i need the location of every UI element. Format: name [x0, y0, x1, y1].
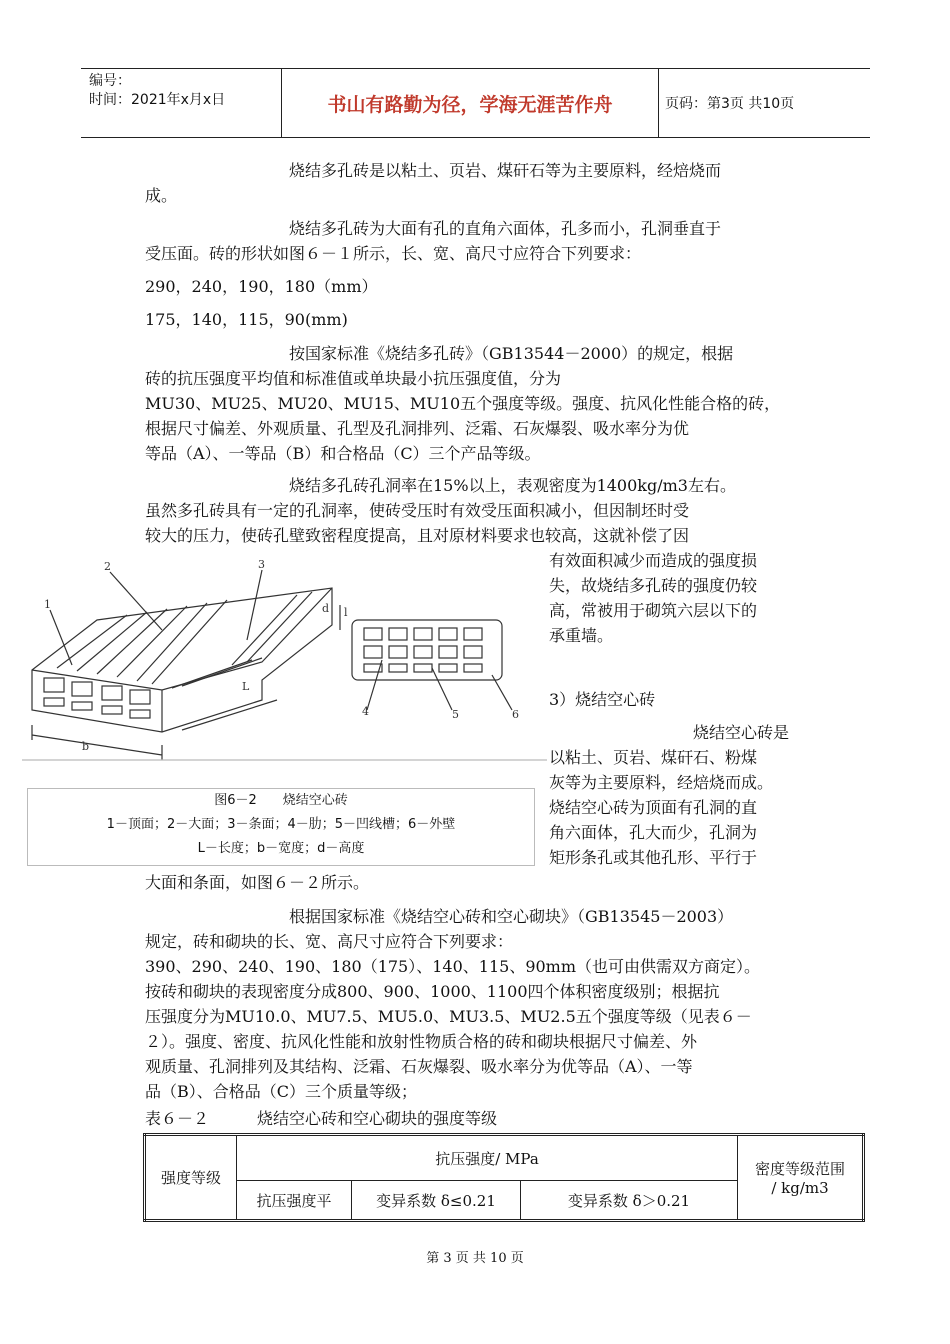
table-subheader: 抗压强度平 [237, 1181, 352, 1221]
paragraph-line: 根据国家标准《烧结空心砖和空心砌块》（GB13545－2003） [289, 907, 734, 926]
caption-title: 图6－2 烧结空心砖 [214, 793, 348, 808]
paragraph-line: 受压面。砖的形状如图６－１所示，长、宽、高尺寸应符合下列要求： [145, 244, 642, 263]
paragraph-line: ２）。强度、密度、抗风化性能和放射性物质合格的砖和砌块根据尺寸偏差、外 [145, 1032, 698, 1051]
dimension-line: 290，240，190，180（mm） [145, 277, 378, 296]
paragraph-line: 大面和条面，如图６－２所示。 [145, 873, 370, 892]
paragraph-line: 烧结空心砖是 [693, 723, 790, 742]
paragraph-line: 根据尺寸偏差、外观质量、孔型及孔洞排列、泛霜、石灰爆裂、吸水率分为优 [145, 419, 690, 438]
paragraph-line: 角六面体，孔大而少，孔洞为 [549, 823, 758, 842]
hollow-brick-figure [22, 550, 547, 780]
paragraph-line: 烧结多孔砖为大面有孔的直角六面体，孔多而小，孔洞垂直于 [289, 219, 722, 238]
dimension-line: 175，140，115，90(mm) [145, 310, 348, 329]
table-subheader: 变异系数 δ＞0.21 [521, 1181, 738, 1221]
paragraph-line: 按国家标准《烧结多孔砖》（GB13544－2000）的规定，根据 [289, 344, 734, 363]
paragraph-line: 灰等为主要原料，经焙烧而成。 [549, 773, 774, 792]
paragraph-line: 烧结多孔砖是以粘土、页岩、煤矸石等为主要原料，经焙烧而 [289, 161, 722, 180]
paragraph-line: 矩形条孔或其他孔形、平行于 [549, 848, 758, 867]
section-heading: 3）烧结空心砖 [549, 690, 656, 709]
table-header-density [738, 1135, 864, 1221]
paragraph-line: 以粘土、页岩、煤矸石、粉煤 [549, 748, 758, 767]
table-header-grade: 强度等级 [145, 1135, 237, 1221]
figure-label: l [344, 606, 348, 619]
figure-label: d [322, 602, 330, 615]
paragraph-line: 较大的压力，使砖孔壁致密程度提高，且对原材料要求也较高，这就补偿了因 [145, 526, 690, 545]
header-page-label: 页码：第3页 共10页 [665, 96, 795, 112]
caption-legend: 1－顶面；2－大面；3－条面；4－肋；5－凹线槽；6－外壁 [106, 817, 456, 832]
caption-legend: L－长度；b－宽度；d－高度 [197, 841, 365, 856]
table-header-density-l1: 密度等级范围 [754, 1160, 845, 1178]
paragraph-line: 高，常被用于砌筑六层以下的 [549, 601, 758, 620]
figure-caption [27, 788, 535, 866]
paragraph-line: 失，故烧结多孔砖的强度仍较 [549, 576, 758, 595]
figure-label: b [82, 740, 90, 753]
paragraph-line: MU30、MU25、MU20、MU15、MU10五个强度等级。强度、抗风化性能合格的砖， [145, 394, 781, 413]
table-header-strength: 抗压强度/ MPa [237, 1135, 738, 1181]
paragraph-line: 按砖和砌块的表现密度分成800、900、1000、1100四个体积密度级别；根据抗 [145, 982, 720, 1001]
paragraph-line: 成。 [145, 186, 178, 205]
figure-label: L [242, 680, 250, 693]
figure-label: 5 [452, 708, 459, 721]
figure-label: 6 [512, 708, 519, 721]
paragraph-line: 烧结多孔砖孔洞率在15%以上，表观密度为1400kg/m3左右。 [289, 476, 736, 495]
paragraph-line: 烧结空心砖为顶面有孔洞的直 [549, 798, 758, 817]
figure-label: 3 [258, 558, 265, 571]
table-title: 表６－２ 烧结空心砖和空心砌块的强度等级 [145, 1109, 498, 1128]
paragraph-line: 虽然多孔砖具有一定的孔洞率，使砖受压时有效受压面积减小，但因制坯时受 [145, 501, 690, 520]
paragraph-line: 品（B）、合格品（C）三个质量等级； [145, 1082, 418, 1101]
page-footer: 第 3 页 共 10 页 [426, 1251, 524, 1266]
paragraph-line: 有效面积减少而造成的强度损 [549, 551, 758, 570]
page-header [81, 68, 870, 138]
paragraph-line: 承重墙。 [549, 626, 614, 645]
table-header-density-l2: / kg/m3 [771, 1179, 829, 1197]
paragraph-line: 观质量、孔洞排列及其结构、泛霜、石灰爆裂、吸水率分为优等品（A）、一等 [145, 1057, 693, 1076]
figure-label: 2 [104, 560, 111, 573]
figure-label: 4 [362, 705, 369, 718]
doc-number-label: 编号： [89, 73, 131, 89]
paragraph-line: 压强度分为MU10.0、MU7.5、MU5.0、MU3.5、MU2.5五个强度等级（见表６－ [145, 1007, 752, 1026]
figure-label: 1 [44, 598, 51, 611]
paragraph-line: 等品（A）、一等品（B）和合格品（C）三个产品等级。 [145, 444, 541, 463]
doc-date-label: 时间：2021年x月x日 [89, 92, 226, 108]
header-meta [81, 69, 282, 137]
paragraph-line: 390、290、240、190、180（175）、140、115、90mm（也可由供需双方商定）。 [145, 957, 761, 976]
table-subheader: 变异系数 δ≤0.21 [352, 1181, 521, 1221]
strength-grade-table [143, 1133, 865, 1222]
paragraph-line: 规定，砖和砌块的长、宽、高尺寸应符合下列要求： [145, 932, 514, 951]
paragraph-line: 砖的抗压强度平均值和标准值或单块最小抗压强度值，分为 [145, 369, 562, 388]
header-motto: 书山有路勤为径，学海无涯苦作舟 [282, 69, 659, 137]
